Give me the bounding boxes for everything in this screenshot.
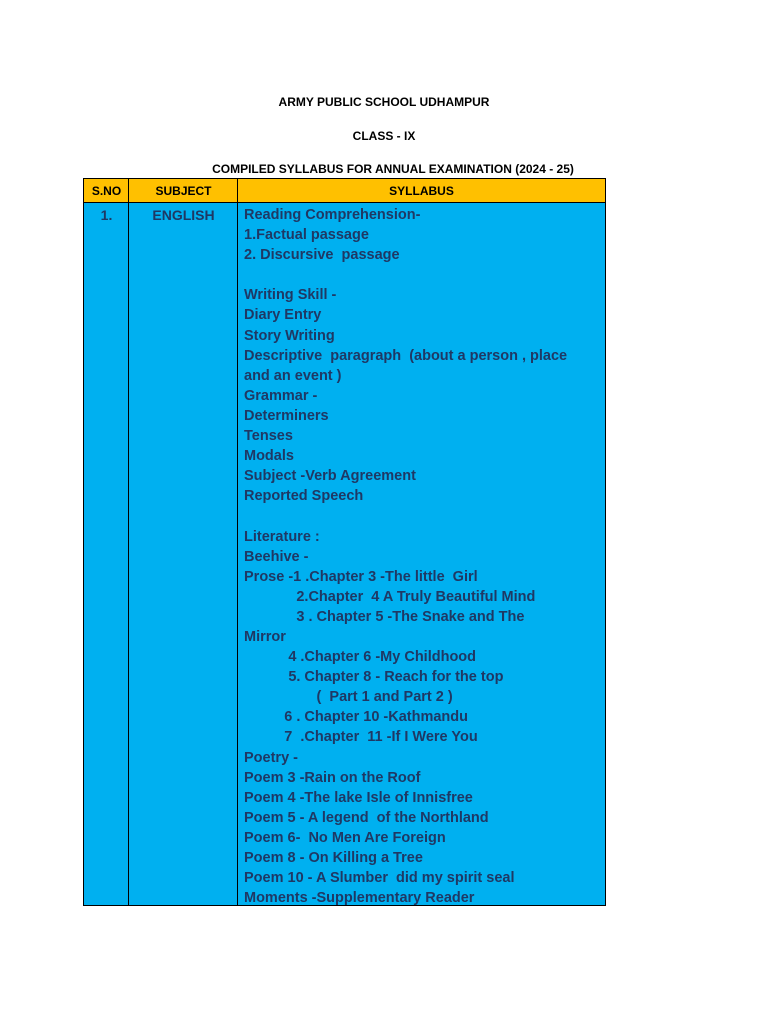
syllabus-line: Mirror [244, 628, 286, 645]
column-divider [237, 179, 238, 905]
row-subject: ENGLISH [152, 207, 215, 223]
syllabus-line [244, 506, 604, 526]
syllabus-line: Tenses [244, 428, 293, 445]
syllabus-line: Poem 10 - A Slumber did my spirit seal [244, 870, 515, 887]
syllabus-line: 2. Discursive passage [244, 247, 400, 264]
syllabus-line: 5. Chapter 8 - Reach for the top [244, 669, 504, 686]
table-header-row [84, 179, 605, 203]
syllabus-line: Poem 6- No Men Are Foreign [244, 829, 446, 846]
column-divider [128, 179, 129, 905]
syllabus-line: and an event ) [244, 367, 342, 384]
syllabus-content [244, 205, 604, 908]
syllabus-line: Diary Entry [244, 307, 322, 324]
syllabus-line: Subject -Verb Agreement [244, 468, 416, 485]
syllabus-line: Moments -Supplementary Reader [244, 890, 475, 907]
column-header-sno: S.NO [91, 184, 122, 198]
column-header-subject: SUBJECT [155, 184, 212, 198]
document-title: COMPILED SYLLABUS FOR ANNUAL EXAMINATION (2024 - 25) [212, 162, 574, 176]
syllabus-line: Modals [244, 448, 294, 465]
syllabus-line [244, 265, 604, 285]
syllabus-line: Poem 5 - A legend of the Northland [244, 809, 489, 826]
syllabus-line: Poem 8 - On Killing a Tree [244, 850, 423, 866]
syllabus-line: Descriptive paragraph (about a person , place [244, 347, 568, 364]
school-name: ARMY PUBLIC SCHOOL UDHAMPUR [278, 95, 490, 109]
syllabus-line: ( Part 1 and Part 2 ) [244, 689, 453, 706]
syllabus-line: Poem 3 -Rain on the Roof [244, 769, 421, 786]
column-header-syllabus: SYLLABUS [389, 184, 454, 198]
class-label: CLASS - IX [352, 129, 416, 143]
syllabus-line: 6 . Chapter 10 -Kathmandu [244, 709, 468, 726]
syllabus-line: Writing Skill - [244, 287, 337, 304]
syllabus-table [83, 178, 606, 906]
syllabus-line: Beehive - [244, 548, 309, 565]
row-serial-number: 1. [100, 207, 113, 223]
syllabus-line: Poetry - [244, 749, 298, 766]
syllabus-line: 1.Factual passage [244, 227, 369, 244]
syllabus-line: Story Writing [244, 327, 335, 344]
syllabus-line: Grammar - [244, 387, 318, 404]
syllabus-line: Reading Comprehension- [244, 207, 421, 223]
syllabus-line: Reported Speech [244, 488, 364, 505]
syllabus-line: 3 . Chapter 5 -The Snake and The [244, 608, 525, 625]
syllabus-line: 4 .Chapter 6 -My Childhood [244, 649, 477, 666]
syllabus-line: Poem 4 -The lake Isle of Innisfree [244, 789, 473, 806]
syllabus-line: Determiners [244, 407, 329, 424]
syllabus-line: 2.Chapter 4 A Truly Beautiful Mind [244, 588, 536, 605]
syllabus-line: Prose -1 .Chapter 3 -The little Girl [244, 568, 478, 585]
syllabus-line: 7 .Chapter 11 -If I Were You [244, 729, 478, 746]
syllabus-line: Literature : [244, 528, 320, 545]
